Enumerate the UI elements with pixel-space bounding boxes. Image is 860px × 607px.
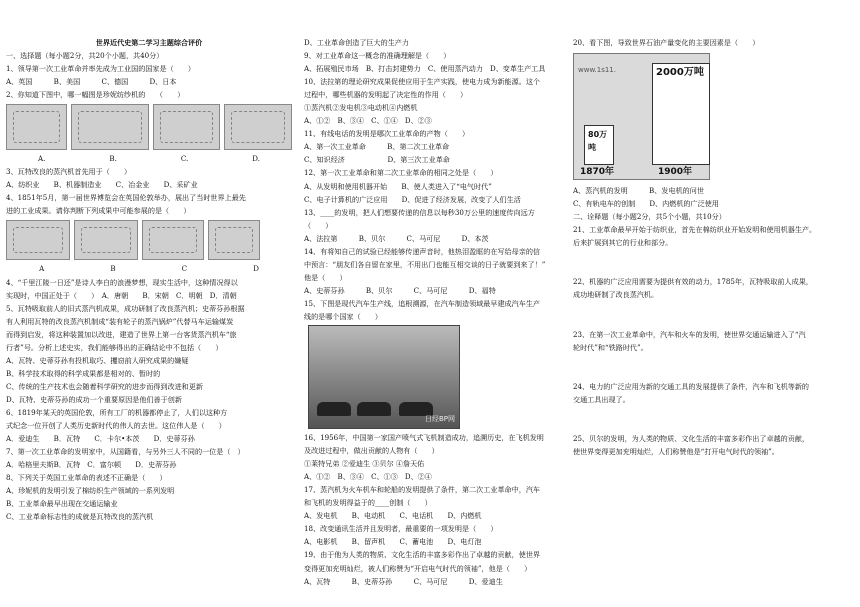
chart-bar-1 — [652, 63, 710, 165]
question-9-option-b: B、工业革命最早出现在交通运输业 — [6, 499, 118, 509]
question-21-line-1: 21、工业革命最早开始于纺织业，首先在棉纺织业开始发明和使用机器生产。 — [573, 225, 817, 235]
question-3-options: A、纺织业 B、机器制造业 C、冶金业 D、采矿业 — [6, 180, 198, 190]
question-17-line-2: 和飞机的发明得益于的____创制（ ） — [304, 498, 432, 508]
question-16-line-1: 16、1956年，中国第一家国产喷气式飞机制造成功，追溯历史，在飞机发明 — [304, 433, 544, 443]
question-19-line-2: 变得更加充明灿烂，被人们称赞为“开启电气时代的领袖”，他是（ ） — [304, 563, 532, 573]
car-image — [74, 220, 138, 260]
chart-category-1: 1900年 — [658, 167, 693, 177]
question-9b: 9、对工业革命这一概念的准确理解是（ ） — [304, 51, 451, 61]
question-2-images — [6, 104, 292, 150]
question-22-line-2: 成功地研制了改良蒸汽机。 — [573, 290, 659, 300]
question-13-options: A、法拉第 B、贝尔 C、马可尼 D、本茨 — [304, 233, 489, 243]
question-1: 1、领导第一次工业革命并率先成为工业国的国家是（ ） — [6, 64, 195, 74]
question-10-line-1: 10、法拉第的理论研究成果促使应用于生产实践，使电力成为新能源。这个 — [304, 77, 541, 87]
question-16-items: ①莱特兄弟 ②爱迪生 ③贝尔 ④詹天佑 — [304, 459, 425, 469]
question-25-line-2: 使世界变得更加充明灿烂，人们称赞他是“打开电气时代的领袖”。 — [573, 446, 779, 456]
question-1-options: A、英国 B、美国 C、德国 D、日本 — [6, 77, 177, 87]
label-b: B. — [109, 154, 117, 164]
question-4-labels — [6, 262, 292, 275]
question-16-line-2: 及改进过程中，做出贡献的人物有（ ） — [304, 446, 439, 456]
question-11: 11、有线电话的发明是哪次工业革命的产物（ ） — [304, 129, 470, 139]
question-6-option-c: C、传统的生产技术也会随着科学研究的进步而得到改进和更新 — [6, 381, 203, 391]
chart-bar-label-0: 80万吨 — [588, 130, 608, 153]
question-5-line-1: 4、“千里江陵一日还”是诗人李白的浪漫梦想，现实生活中，这种情况得以 — [6, 277, 238, 287]
generator-image — [208, 220, 260, 260]
question-10-options: A、①② B、③④ C、①④ D、②③ — [304, 116, 432, 126]
photo-watermark: 日经BP网 — [424, 414, 455, 423]
chart-category-0: 1870年 — [580, 167, 615, 177]
question-7-options: A．爱迪生 B．瓦特 C．卡尔•本茨 D．史蒂芬孙 — [6, 434, 195, 444]
question-20-options-2: C、有轨电车的创制 D、内燃机的广泛使用 — [573, 199, 719, 209]
label-a: A — [39, 264, 45, 274]
section-1-heading: 一、选择题（每小题2分，共20个小题，共40分） — [6, 51, 164, 61]
question-24-line-1: 24、电力的广泛应用为新的交通工具的发展提供了条件，汽车和飞机等新的 — [573, 381, 810, 391]
question-2: 2、你知道下图中，哪一幅图是珍妮纺纱机的 （ ） — [6, 90, 185, 100]
label-a: A. — [38, 154, 46, 164]
section-2-heading: 二、诠释题（每小题2分，共5个小题，共10分） — [573, 212, 726, 222]
question-14-line-2: 中预言：“朋友们各自留在家里，不用出门也能互相交谈的日子就要到来了！” — [304, 259, 546, 269]
question-8-options: A．哈格里夫斯B．瓦特 C．富尔顿 D．史蒂芬孙 — [6, 460, 177, 470]
oil-production-chart — [573, 53, 710, 180]
question-13-paren: （ ） — [304, 220, 333, 230]
question-3: 3、瓦特改良的蒸汽机首先用于（ ） — [6, 167, 132, 177]
chart-site-text: www.1s11. — [578, 66, 616, 75]
question-6-line-1: 5、瓦特吸取前人的旧式蒸汽机成果，成功研制了改良蒸汽机；史蒂芬孙根据 — [6, 303, 245, 313]
question-12-options-1: A、从发明和使用机器开始 B、使人类进入了“电气时代” — [304, 181, 492, 191]
question-17-line-1: 17、蒸汽机为火车机车和轮船的发明提供了条件，第二次工业革命中，汽车 — [304, 485, 541, 495]
page-title: 世界近代史第二学习主题综合评价 — [95, 38, 203, 47]
question-8: 7、第一次工业革命的发明家中，从国籍看，与另外三人不同的一位是（ ） — [6, 447, 245, 457]
label-c: C. — [180, 154, 189, 164]
question-16-options: A、①② B、③④ C、①③ D、②④ — [304, 472, 432, 482]
question-9-option-a: A、珍妮机的发明引发了棉纺织生产领域的一系列发明 — [6, 486, 175, 496]
question-14-line-1: 14、有将知自己的试验已经能够传递声音时，他热泪盈眶的在写给母亲的信 — [304, 246, 541, 256]
question-2-labels — [6, 152, 292, 165]
machine-image-b — [71, 104, 149, 150]
question-17-options: A、发电机 B、电动机 C、电话机 D、内燃机 — [304, 511, 482, 521]
machine-image-d — [224, 104, 293, 150]
question-23-line-2: 轮时代”和“铁路时代”。 — [573, 342, 648, 352]
question-6-line-2: 有人利用瓦特的改良蒸汽机制成“装有轮子的蒸汽锅炉”代替马车运输煤炭 — [6, 316, 234, 326]
question-6-option-d: D、瓦特、史蒂芬孙的成功一个重要原因是他们善于创新 — [6, 394, 182, 404]
question-24-line-2: 交通工具出现了。 — [573, 394, 630, 404]
question-22-line-1: 22、机器的广泛应用需要为提供有效的动力，1785年，瓦特吸取前人成果， — [573, 277, 813, 287]
chart-bar-label-1: 2000万吨 — [656, 67, 704, 79]
text-line: D、工业革命创造了巨大的生产力 — [304, 38, 409, 47]
question-6-line-4: 行者”号。分析上述史实，我们能够得出的正确结论中不包括（ ） — [6, 342, 223, 352]
question-21-line-2: 后来扩展到其它的行业和部分。 — [573, 238, 673, 248]
question-23-line-1: 23、在第一次工业革命中，汽车和火车的发明，使世界交通运输进入了“汽 — [573, 329, 806, 339]
question-20-options-1: A、蒸汽机的发明 B、发电机的问世 — [573, 186, 704, 196]
question-4-line-2: 进的工业成果。请你判断下列成果中可能参展的是（ ） — [6, 206, 191, 216]
question-19-options: A、瓦特 B、史蒂芬孙 C、马可尼 D、爱迪生 — [304, 576, 503, 586]
question-11-options-1: A、第一次工业革命 B、第二次工业革命 — [304, 142, 450, 152]
question-15-line-1: 15、下图是现代汽车生产线，追根溯源，在汽车制造领域最早建成汽车生产 — [304, 298, 541, 308]
label-d: D. — [252, 154, 260, 164]
question-6-option-b: B、科学技术取得的科学成果都是相对的、暂时的 — [6, 368, 161, 378]
question-10-items: ①蒸汽机②发电机③电动机④内燃机 — [304, 103, 418, 113]
column-right — [573, 36, 855, 458]
question-7-line-2: 式纪念一位开创了人类历史新时代的伟人的去世。这位伟人是（ ） — [6, 421, 226, 431]
car-production-line-photo — [308, 325, 460, 429]
question-9: 8、下列关于英国工业革命的表述不正确是（ ） — [6, 473, 167, 483]
question-20: 20、看下图，导致世界石油产量变化的主要因素是（ ） — [573, 38, 760, 47]
question-7-line-1: 6、1819年某天的英国伦敦，所有工厂的机器都停止了，人们以这种方 — [6, 407, 228, 417]
question-14-line-3: 他是（ ） — [304, 272, 347, 282]
question-12-options-2: C、电子计算机的广泛应用 D、促进了经济发展，改变了人们生活 — [304, 194, 521, 204]
question-19-line-1: 19、由于他为人类的物质、文化生活的丰富多彩作出了卓越的贡献，使世界 — [304, 550, 541, 560]
question-14-options: A、史蒂芬孙 B、贝尔 C、马可尼 D、福特 — [304, 285, 496, 295]
label-d: D — [253, 264, 259, 274]
label-c: C — [181, 264, 188, 274]
chart-bar-0 — [584, 125, 614, 165]
question-6-line-3: 而得到启发，将这种装置加以改进，建造了世界上第一台客货蒸汽机车“旅 — [6, 329, 237, 339]
question-18-options: A、电影机 B、留声机 C、蓄电池 D、电灯泡 — [304, 537, 482, 547]
locomotive-image — [6, 220, 70, 260]
machine-image-a — [6, 104, 67, 150]
question-25-line-1: 25、贝尔的发明，为人类的物质、文化生活的丰富多彩作出了卓越的贡献， — [573, 433, 810, 443]
question-12: 12、第一次工业革命和第二次工业革命的相同之处是（ ） — [304, 168, 498, 178]
label-b: B — [110, 264, 116, 274]
question-9-option-c: C、工业革命标志性的成就是瓦特改良的蒸汽机 — [6, 512, 154, 522]
question-10-line-2: 过程中，哪些机器的发明起了决定性的作用（ ） — [304, 90, 468, 100]
question-6-option-a: A、瓦特、史蒂芬孙有投机取巧、攫窃前人研究成果的嫌疑 — [6, 355, 189, 365]
lightbulb-image — [142, 220, 204, 260]
question-11-options-2: C、知识经济 D、第三次工业革命 — [304, 155, 450, 165]
question-13: 13、____的发明，把人们想要传递的信息以每秒30万公里的速度传向远方 — [304, 207, 535, 217]
question-18: 18、改变通讯生活并且发明者，最重要的一项发明是（ ） — [304, 524, 498, 534]
column-left — [6, 36, 292, 523]
machine-image-c — [153, 104, 220, 150]
question-15-line-2: 线的是哪个国家（ ） — [304, 311, 383, 321]
question-5-line-2: 实现时，中国正处于（ ） A．唐朝 B．宋朝 C．明朝 D．清朝 — [6, 290, 237, 300]
question-4-images — [6, 220, 292, 260]
question-4-line-1: 4、1851年5月，第一届世界博览会在英国伦敦举办，展出了当时世界上最先 — [6, 193, 246, 203]
options-line: A、拓展殖民市场 B、打击封建势力 C、使用蒸汽动力 D、变革生产工具 — [304, 64, 546, 74]
column-middle — [304, 36, 562, 588]
